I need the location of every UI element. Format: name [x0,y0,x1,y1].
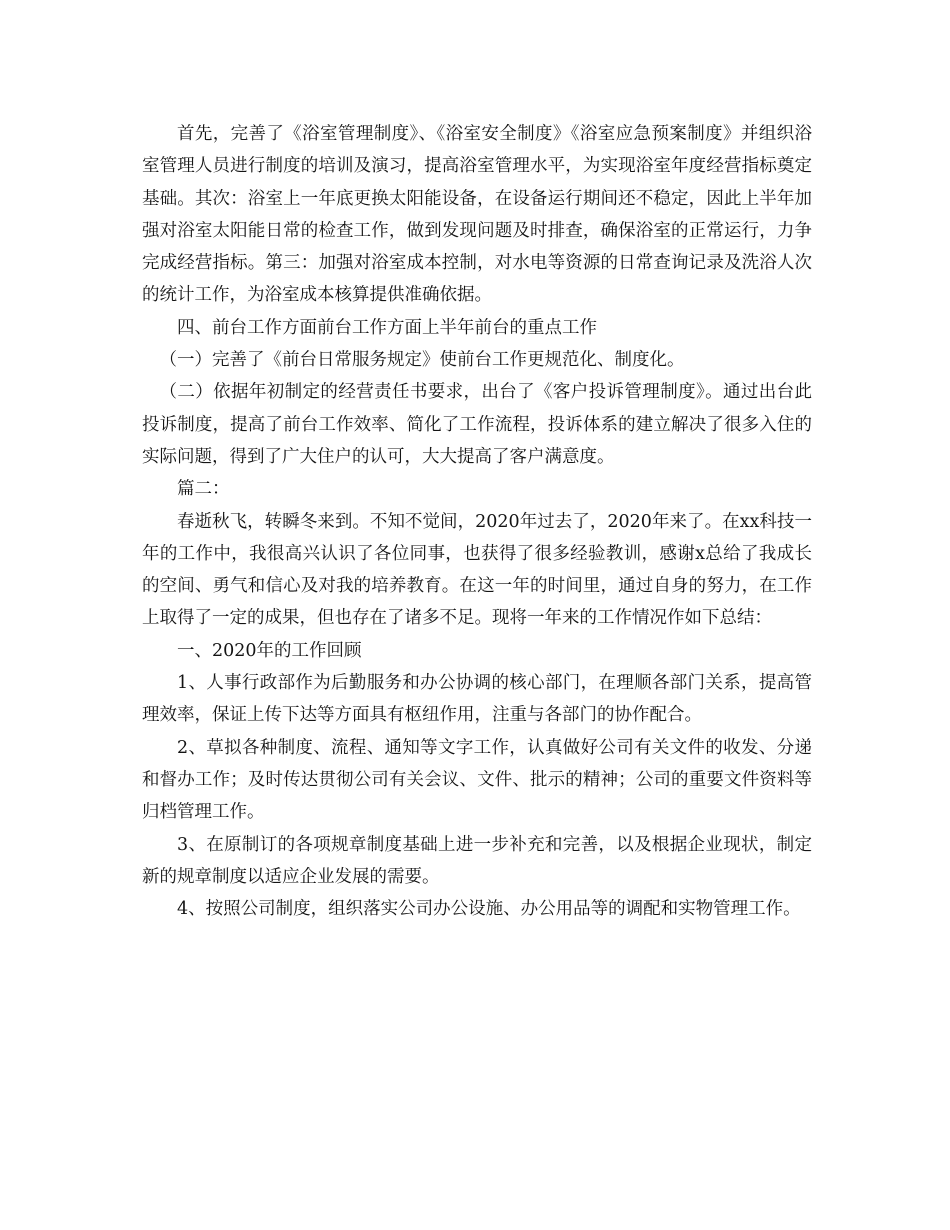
list-item-review-1: 1、人事行政部作为后勤服务和办公协调的核心部门，在理顺各部门关系，提高管理效率，保证上传下达等方面具有枢纽作用，注重与各部门的协作配合。 [142,673,812,726]
section-heading-part-two: 篇二： [177,479,230,500]
paragraph-bathroom-systems: 首先，完善了《浴室管理制度》、《浴室安全制度》《浴室应急预案制度》并组织浴室管理人员进行制度的培训及演习，提高浴室管理水平，为实现浴室年度经营指标奠定基础。其次：浴室上一年底更换太阳能设备，在设备运行期间还不稳定，因此上半年加强对浴室太阳能日常的检查工作，做到发现问题及时排查，确保浴室的正常运行，力争完成经营指标。第三：加强对浴室成本控制，对水电等资源的日常查询记录及洗浴人次的统计工作，为浴室成本核算提供准确依据。 [142,124,812,306]
document-page [142,118,812,925]
list-item-front-desk-2: （二）依据年初制定的经营责任书要求，出台了《客户投诉管理制度》。通过出台此投诉制度，提高了前台工作效率、简化了工作流程，投诉体系的建立解决了很多入住的实际问题，得到了广大住户的认可，大大提高了客户满意度。 [142,382,812,467]
paragraph-intro-summary: 春逝秋飞，转瞬冬来到。不知不觉间，2020年过去了，2020年来了。在xx科技一年的工作中，我很高兴认识了各位同事，也获得了很多经验教训，感谢x总给了我成长的空间、勇气和信心及对我的培养教育。在这一年的时间里，通过自身的努力，在工作上取得了一定的成果，但也存在了诸多不足。现将一年来的工作情况作如下总结： [142,511,812,629]
list-item-review-4: 4、按照公司制度，组织落实公司办公设施、办公用品等的调配和实物管理工作。 [177,899,801,920]
section-heading-front-desk: 四、前台工作方面前台工作方面上半年前台的重点工作 [177,317,597,338]
list-item-front-desk-1: （一）完善了《前台日常服务规定》使前台工作更规范化、制度化。 [159,350,685,371]
list-item-review-2: 2、草拟各种制度、流程、通知等文字工作，认真做好公司有关文件的收发、分递和督办工作；及时传达贯彻公司有关会议、文件、批示的精神；公司的重要文件资料等归档管理工作。 [142,737,812,823]
section-heading-work-review: 一、2020年的工作回顾 [177,640,362,661]
list-item-review-3: 3、在原制订的各项规章制度基础上进一步补充和完善，以及根据企业现状，制定新的规章制度以适应企业发展的需要。 [142,834,812,887]
